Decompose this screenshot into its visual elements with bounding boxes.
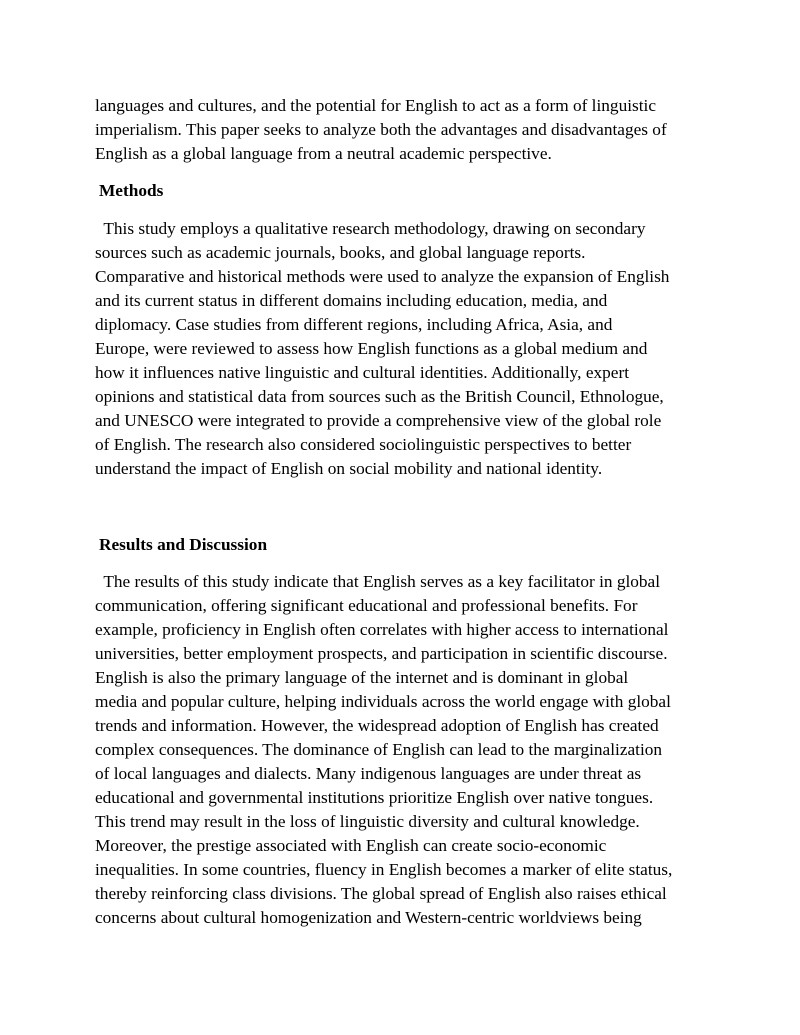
methods-heading: Methods <box>99 181 164 200</box>
text-line: diplomacy. Case studies from different regions, including Africa, Asia, and <box>95 315 613 334</box>
text-line: The results of this study indicate that English serves as a key facilitator in global <box>95 572 661 591</box>
text-line: Moreover, the prestige associated with English can create socio-economic <box>95 836 607 855</box>
text-line: trends and information. However, the widespread adoption of English has created <box>95 716 659 735</box>
text-line: This trend may result in the loss of linguistic diversity and cultural knowledge. <box>95 812 640 831</box>
text-line: understand the impact of English on social mobility and national identity. <box>95 459 603 478</box>
text-line: and its current status in different domains including education, media, and <box>95 291 608 310</box>
text-line: media and popular culture, helping individuals across the world engage with global <box>95 692 671 711</box>
text-line: communication, offering significant educational and professional benefits. For <box>95 596 638 615</box>
results-heading: Results and Discussion <box>99 535 268 554</box>
text-line: universities, better employment prospects, and participation in scientific discourse. <box>95 644 668 663</box>
text-line: This study employs a qualitative research methodology, drawing on secondary <box>95 219 646 238</box>
text-line: inequalities. In some countries, fluency in English becomes a marker of elite status, <box>95 860 673 879</box>
text-line: languages and cultures, and the potential for English to act as a form of linguistic <box>95 96 657 115</box>
text-line: Europe, were reviewed to assess how English functions as a global medium and <box>95 339 648 358</box>
text-line: and UNESCO were integrated to provide a comprehensive view of the global role <box>95 411 662 430</box>
text-line: concerns about cultural homogenization and Western-centric worldviews being <box>95 908 642 927</box>
text-line: English as a global language from a neutral academic perspective. <box>95 144 552 163</box>
text-line: of local languages and dialects. Many indigenous languages are under threat as <box>95 764 642 783</box>
text-line: Comparative and historical methods were used to analyze the expansion of English <box>95 267 670 286</box>
text-line: how it influences native linguistic and cultural identities. Additionally, expert <box>95 363 629 382</box>
text-line: of English. The research also considered sociolinguistic perspectives to better <box>95 435 632 454</box>
text-line: complex consequences. The dominance of English can lead to the marginalization <box>95 740 663 759</box>
text-line: educational and governmental institutions prioritize English over native tongues. <box>95 788 654 807</box>
text-line: English is also the primary language of the internet and is dominant in global <box>95 668 629 687</box>
text-line: imperialism. This paper seeks to analyze both the advantages and disadvantages of <box>95 120 667 139</box>
text-line: sources such as academic journals, books, and global language reports. <box>95 243 586 262</box>
text-line: opinions and statistical data from sources such as the British Council, Ethnologue, <box>95 387 664 406</box>
text-line: example, proficiency in English often correlates with higher access to international <box>95 620 669 639</box>
text-line: thereby reinforcing class divisions. The global spread of English also raises ethical <box>95 884 667 903</box>
